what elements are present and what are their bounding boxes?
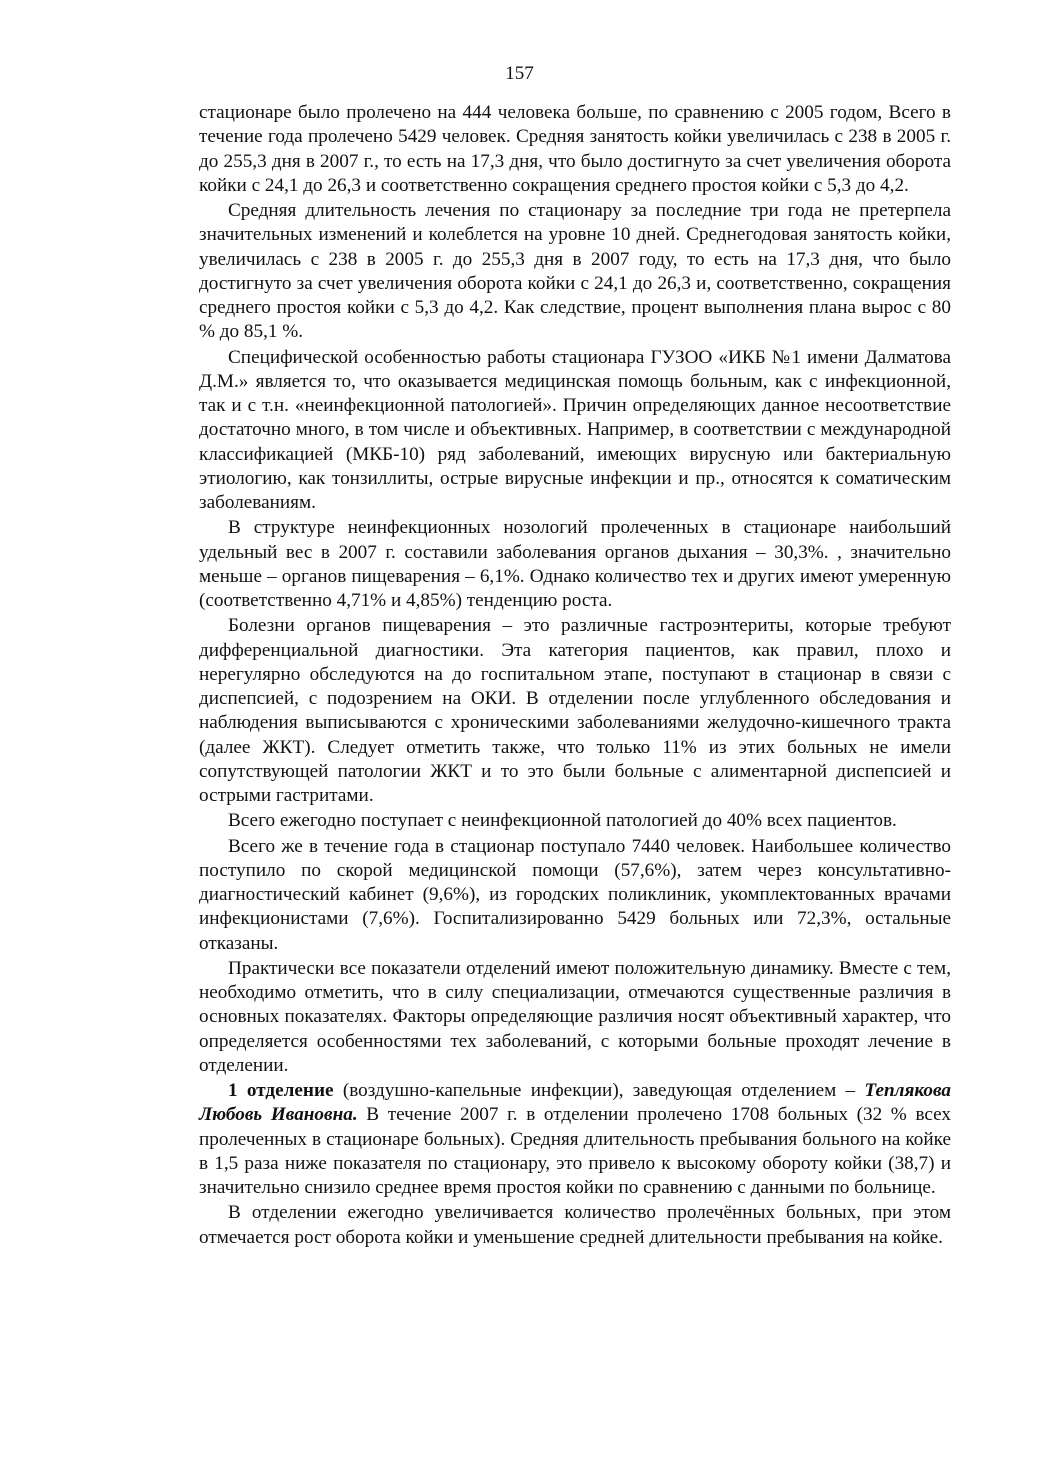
page-number: 157 [505, 63, 534, 84]
paragraph-3: Специфической особенностью работы стационара ГУЗОО «ИКБ №1 имени Далматова Д.М.» является то, что оказывается медицинская помощь больным, как с инфекционной, так и с т.н. «неинфекционной патологией». Причин определяющих данное несоответствие достаточно много, в том числе и объективных. Например, в соответствии с международной классификацией (МКБ-10) ряд заболеваний, имеющих вирусную или бактериальную этиологию, как тонзиллиты, острые вирусные инфекции и пр., относятся к соматическим заболеваниям. [199, 346, 951, 513]
department-head-name: Теплякова Любовь Ивановна. [199, 1080, 951, 1126]
department-heading: 1 отделение [228, 1080, 334, 1101]
paragraph-7: Всего же в течение года в стационар поступало 7440 человек. Наибольшее количество поступило по скорой медицинской помощи (57,6%), затем через консультативно-диагностический кабинет (9,6%), из городских поликлиник, укомплектованных врачами инфекционистами (7,6%). Госпитализированно 5429 больных или 72,3%, остальные отказаны. [199, 835, 951, 954]
paragraph-9-text-b: В течение 2007 г. в отделении пролечено 1708 больных (32 % всех пролеченных в стационаре больных). Средняя длительность пребывания больного на койке в 1,5 раза ниже показателя по стационару, это привело к высокому обороту койки (38,7) и значительно снизило среднее время простоя койки по сравнению с данными по больнице. [199, 1104, 951, 1198]
paragraph-10: В отделении ежегодно увеличивается количество пролечённых больных, при этом отмечается рост оборота койки и уменьшение средней длительности пребывания на койке. [199, 1202, 951, 1248]
paragraph-4: В структуре неинфекционных нозологий пролеченных в стационаре наибольший удельный вес в 2007 г. составили заболевания органов дыхания – 30,3%. , значительно меньше – органов пищеварения – 6,1%. Однако количество тех и других имеют умеренную (соответственно 4,71% и 4,85%) тенденцию роста. [199, 517, 951, 611]
paragraph-8: Практически все показатели отделений имеют положительную динамику. Вместе с тем, необходимо отметить, что в силу специализации, отмечаются существенные различия в основных показателях. Факторы определяющие различия носят объективный характер, что определяется особенностями тех заболеваний, с которыми больные проходят лечение в отделении. [199, 957, 951, 1076]
paragraph-2: Средняя длительность лечения по стационару за последние три года не претерпела значительных изменений и колеблется на уровне 10 дней. Среднегодовая занятость койки, увеличилась с 238 в 2005 г. до 255,3 дня в 2007 году, то есть на 17,3 дня, что было достигнуто за счет увеличения оборота койки с 24,1 до 26,3 и, соответственно, сокращения среднего простоя койки с 5,3 до 4,2. Как следствие, процент выполнения плана вырос с 80 % до 85,1 %. [199, 200, 951, 343]
paragraph-9-text-a: (воздушно-капельные инфекции), заведующая отделением – [333, 1080, 865, 1101]
paragraph-1: стационаре было пролечено на 444 человека больше, по сравнению с 2005 годом, Всего в течение года пролечено 5429 человек. Средняя занятость койки увеличилась с 238 в 2005 г. до 255,3 дня в 2007 г., то есть на 17,3 дня, что было достигнуто за счет увеличения оборота койки с 24,1 до 26,3 и соответственно сокращения среднего простоя койки с 5,3 до 4,2. [199, 102, 951, 196]
paragraph-9 [199, 1079, 951, 1200]
document-body [199, 101, 951, 1251]
paragraph-5: Болезни органов пищеварения – это различные гастроэнтериты, которые требуют дифференциальной диагностики. Эта категория пациентов, как правил, плохо и нерегулярно обследуются на до госпитальном этапе, поступают в стационар в связи с диспепсией, с подозрением на ОКИ. В отделении после углубленного обследования и наблюдения выписываются с хроническими заболеваниями желудочно-кишечного тракта (далее ЖКТ). Следует отметить также, что только 11% из этих больных не имели сопутствующей патологии ЖКТ и то это были больные с алиментарной диспепсией и острыми гастритами. [199, 615, 951, 806]
paragraph-6: Всего ежегодно поступает с неинфекционной патологией до 40% всех пациентов. [228, 810, 897, 832]
